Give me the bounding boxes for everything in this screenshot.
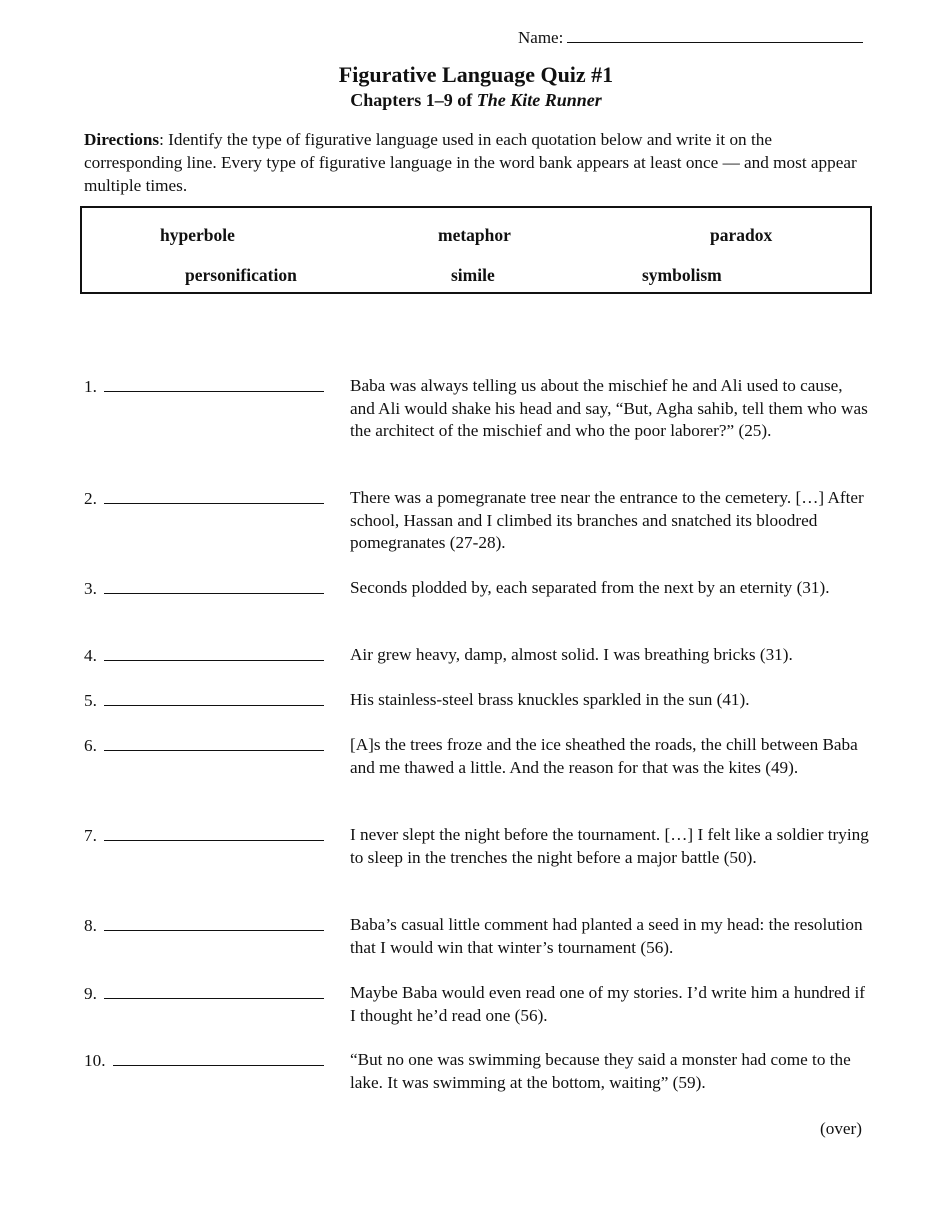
word-bank-simile: simile xyxy=(451,265,495,285)
book-title: The Kite Runner xyxy=(476,90,602,110)
question-text: I never slept the night before the tournament. […] I felt like a soldier trying to sleep in the trenches the night before a major battle (50). xyxy=(350,825,869,867)
answer-blank[interactable] xyxy=(104,391,324,392)
question-number: 7. xyxy=(84,826,97,845)
subtitle-prefix: Chapters 1–9 of xyxy=(350,90,477,110)
directions xyxy=(84,128,874,197)
question-text: There was a pomegranate tree near the entrance to the cemetery. […] After school, Hassan and I climbed its branches and snatched its bloodred pomegranates (27-28). xyxy=(350,488,864,553)
question-text: Air grew heavy, damp, almost solid. I was breathing bricks (31). xyxy=(350,645,793,664)
answer-blank[interactable] xyxy=(104,593,324,594)
answer-blank[interactable] xyxy=(104,930,324,931)
word-bank-paradox: paradox xyxy=(710,225,773,245)
question-text: [A]s the trees froze and the ice sheathed the roads, the chill between Baba and me thawed a little. And the reason for that was the kites (49). xyxy=(350,735,858,777)
answer-blank[interactable] xyxy=(104,503,324,504)
question-number: 3. xyxy=(84,579,97,598)
word-bank-personification: personification xyxy=(185,265,297,285)
directions-label: Directions xyxy=(84,130,160,149)
page-subtitle xyxy=(0,89,940,111)
name-field xyxy=(518,26,863,49)
answer-blank[interactable] xyxy=(104,750,324,751)
question-number: 4. xyxy=(84,646,97,665)
word-bank xyxy=(80,206,872,294)
question-number: 5. xyxy=(84,691,97,710)
question-text: Baba was always telling us about the mischief he and Ali used to cause, and Ali would shake his head and say, “But, Agha sahib, tell them who was the architect of the mischief and who the poor laborer?” (25). xyxy=(350,376,868,441)
answer-blank[interactable] xyxy=(104,840,324,841)
question-number: 1. xyxy=(84,377,97,396)
answer-blank[interactable] xyxy=(113,1065,324,1066)
question-number: 2. xyxy=(84,489,97,508)
name-label: Name: xyxy=(518,28,564,47)
answer-blank[interactable] xyxy=(104,998,324,999)
question-text: His stainless-steel brass knuckles sparkled in the sun (41). xyxy=(350,690,750,709)
question-text: “But no one was swimming because they said a monster had come to the lake. It was swimming at the bottom, waiting” (59). xyxy=(350,1050,851,1092)
question-text: Maybe Baba would even read one of my stories. I’d write him a hundred if I thought he’d read one (56). xyxy=(350,983,865,1025)
question-number: 6. xyxy=(84,736,97,755)
answer-blank[interactable] xyxy=(104,705,324,706)
question-number: 9. xyxy=(84,984,97,1003)
question-number: 8. xyxy=(84,916,97,935)
word-bank-metaphor: metaphor xyxy=(438,225,511,245)
word-bank-hyperbole: hyperbole xyxy=(160,225,235,245)
page-title: Figurative Language Quiz #1 xyxy=(338,62,614,87)
over-note: (over) xyxy=(820,1119,862,1138)
directions-text: : Identify the type of figurative language used in each quotation below and write it on the corresponding line. Every type of figurative language in the word bank appears at least once — and most appear multiple times. xyxy=(84,130,857,195)
question-text: Baba’s casual little comment had planted a seed in my head: the resolution that I would win that winter’s tournament (56). xyxy=(350,915,863,957)
question-number: 10. xyxy=(84,1051,106,1070)
name-blank[interactable] xyxy=(567,26,863,43)
question-text: Seconds plodded by, each separated from the next by an eternity (31). xyxy=(350,578,830,597)
answer-blank[interactable] xyxy=(104,660,324,661)
word-bank-symbolism: symbolism xyxy=(642,265,722,285)
